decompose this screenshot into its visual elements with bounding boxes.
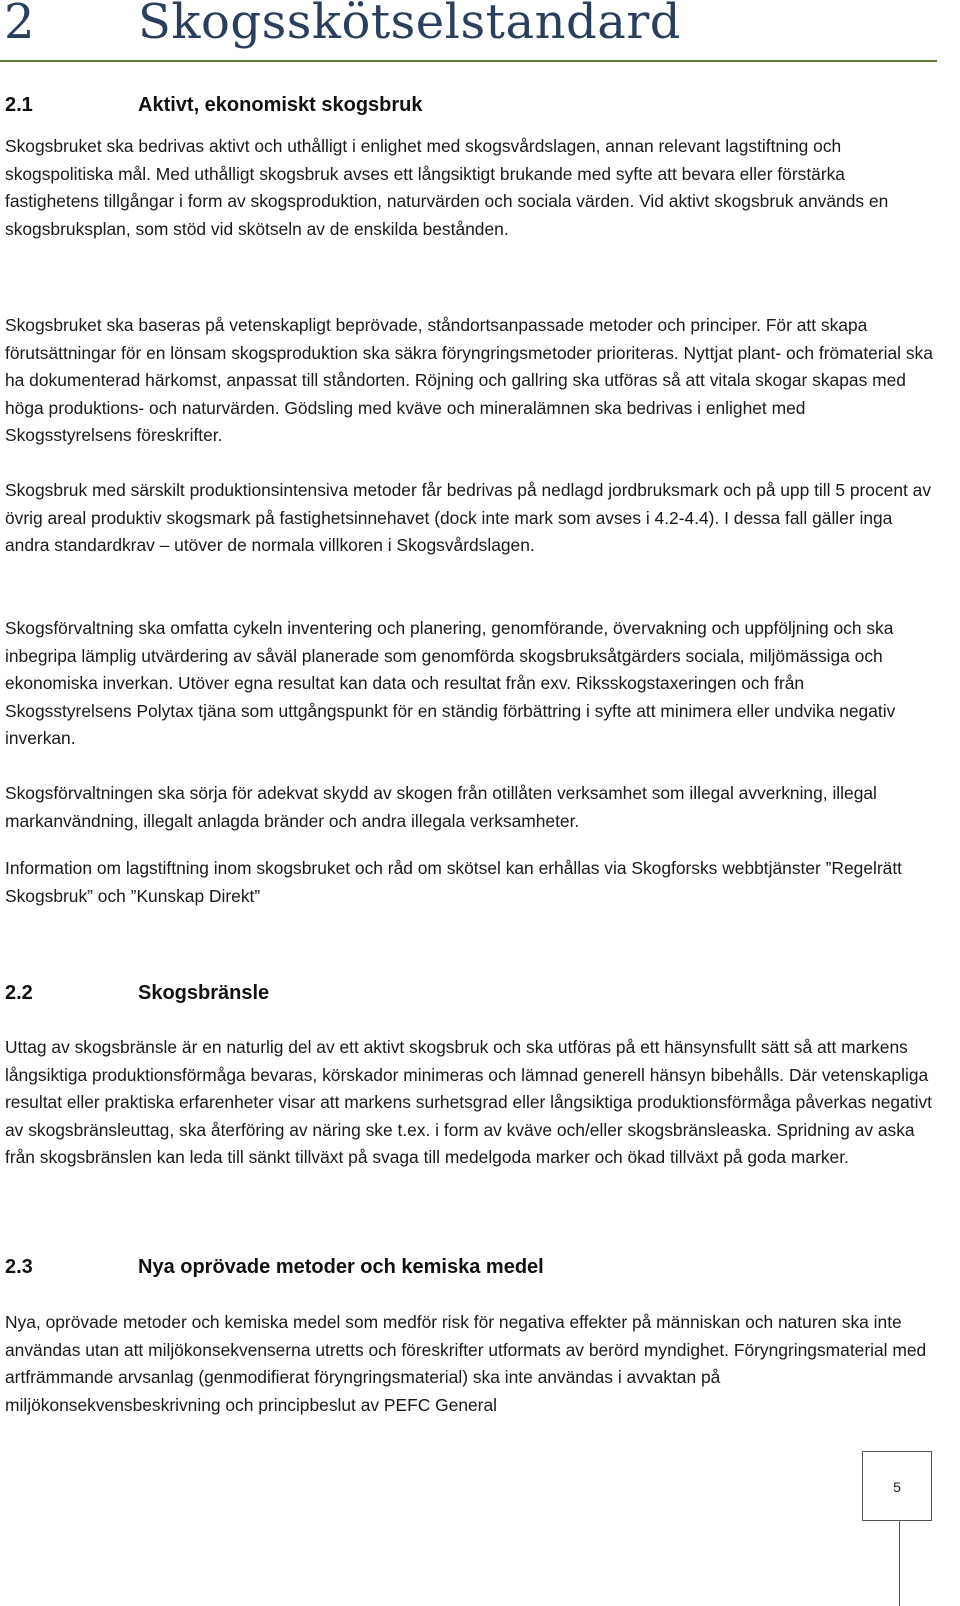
paragraph: Skogsförvaltningen ska sörja för adekvat skydd av skogen från otillåten verksamhet som illegal avverkning, illegal markanvändning, illegalt anlagda bränder och andra illegala verksamheter. xyxy=(5,783,877,831)
section-number: 2.3 xyxy=(5,1256,33,1278)
chapter-number: 2 xyxy=(4,0,35,50)
section-title: Skogsbränsle xyxy=(138,982,270,1004)
paragraph: Skogsbruket ska bedrivas aktivt och uthålligt i enlighet med skogsvårdslagen, annan relevant lagstiftning och skogspolitiska mål. Med uthålligt skogsbruk avses ett långsiktigt brukande med syfte att bevara eller förstärka fastighetens tillgångar i form av skogsproduktion, naturvärden och sociala värden. Vid aktivt skogsbruk används en skogsbruksplan, som stöd vid skötseln av de enskilda bestånden. xyxy=(5,136,889,239)
section-title: Aktivt, ekonomiskt skogsbruk xyxy=(138,94,423,116)
paragraph: Skogsbruket ska baseras på vetenskapligt beprövade, ståndortsanpassade metoder och principer. För att skapa förutsättningar för en lönsam skogsproduktion ska säkra föryngringsmetoder prioriteras. Nyttjat plant- och frömaterial ska ha dokumenterad härkomst, anpassat till ståndorten. Röjning och gallring ska utföras så att vitala skogar skapas med höga produktions- och naturvärden. Gödsling med kväve och mineralämnen ska bedrivas i enlighet med Skogsstyrelsens föreskrifter. xyxy=(5,315,933,446)
chapter-title: Skogsskötselstandard xyxy=(138,0,681,50)
paragraph: Uttag av skogsbränsle är en naturlig del av ett aktivt skogsbruk och ska utföras på ett hänsynsfullt sätt så att markens långsiktiga produktionsförmåga bevaras, körskador minimeras och lämnad generell hänsyn bibehålls. Där vetenskapliga resultat eller praktiska erfarenheter visar att markens surhetsgrad eller långsiktiga produktionsförmåga påverkas negativt av skogsbränsleuttag, ska återföring av näring ske t.ex. i form av kväve och/eller skogsbränsleaska. Spridning av aska från skogsbränslen kan leda till sänkt tillväxt på svaga till medelgoda marker och ökad tillväxt på goda marker. xyxy=(5,1037,932,1168)
paragraph: Skogsbruk med särskilt produktionsintensiva metoder får bedrivas på nedlagd jordbruksmark och på upp till 5 procent av övrig areal produktiv skogsmark på fastighetsinnehavet (dock inte mark som avses i 4.2-4.4). I dessa fall gäller inga andra standardkrav – utöver de normala villkoren i Skogsvårdslagen. xyxy=(5,480,932,556)
chapter-header xyxy=(0,0,937,62)
paragraph: Information om lagstiftning inom skogsbruket och råd om skötsel kan erhållas via Skogforsks webbtjänster ”Regelrätt Skogsbruk” och ”Kunskap Direkt” xyxy=(5,858,903,906)
paragraph: Skogsförvaltning ska omfatta cykeln inventering och planering, genomförande, övervakning och uppföljning och ska inbegripa lämplig utvärdering av såväl planerade som genomförda skogsbruksåtgärders sociala, miljömässiga och ekonomiska inverkan. Utöver egna resultat kan data och resultat från exv. Riksskogstaxeringen och från Skogsstyrelsens Polytax tjäna som uttgångspunkt för en ständig förbättring i syfte att minimera eller undvika negativ inverkan. xyxy=(5,618,896,749)
section-title: Nya oprövade metoder och kemiska medel xyxy=(138,1256,544,1278)
paragraph: Nya, oprövade metoder och kemiska medel som medför risk för negativa effekter på människan och naturen ska inte användas utan att miljökonsekvenserna utretts och föreskrifter utformats av berörd myndighet. Föryngringsmaterial med artfrämmande arvsanlag (genmodifierat föryngringsmaterial) ska inte användas i avvaktan på miljökonsekvensbeskrivning och principbeslut av PEFC General xyxy=(5,1312,927,1415)
section-number: 2.2 xyxy=(5,982,33,1004)
page-number-box xyxy=(862,1451,932,1521)
page-number: 5 xyxy=(893,1479,901,1495)
section-number: 2.1 xyxy=(5,94,33,116)
page-number-line xyxy=(899,1521,900,1606)
